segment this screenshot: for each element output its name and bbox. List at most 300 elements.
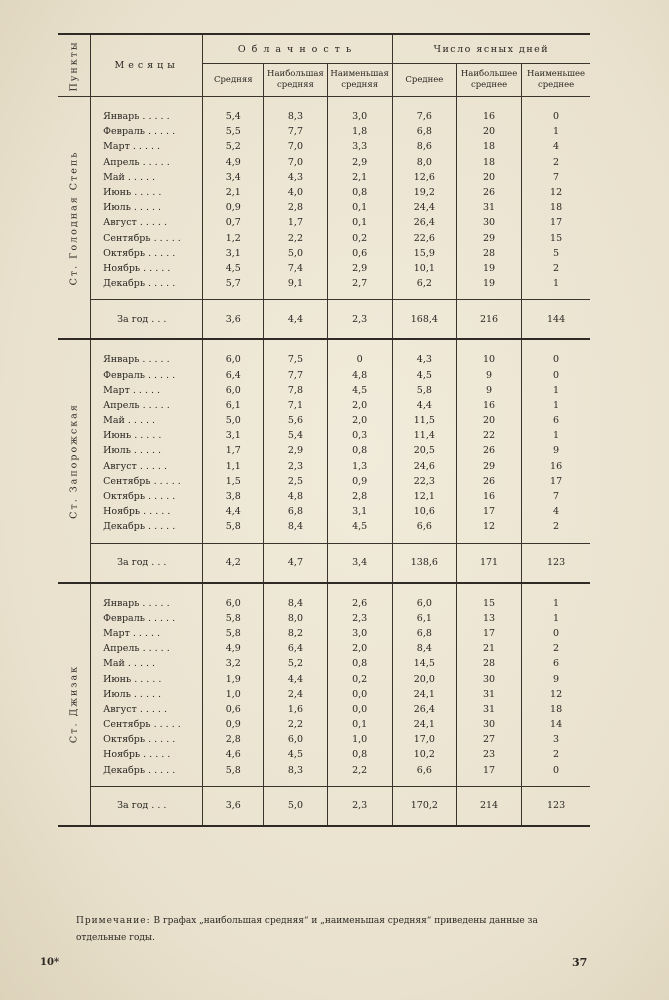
clear-min-value: 6 (522, 656, 590, 671)
clear-max-header: Наибольшее среднее (456, 64, 521, 97)
month-row (58, 489, 590, 504)
cloud-mean-value: 4,9 (203, 155, 264, 170)
clear-mean-value: 10,1 (392, 261, 456, 276)
cloud-max-value: 2,3 (264, 459, 327, 474)
clear-max-value: 31 (456, 200, 521, 215)
cloud-min-value: 0 (327, 352, 392, 367)
month-name-text: Август (103, 460, 137, 472)
clear-max-value: 16 (456, 109, 521, 124)
cloud-max-header: Наибольшая средняя (264, 64, 327, 97)
month-row (58, 702, 590, 717)
cloud-max-value: 6,4 (264, 641, 327, 656)
clear-max-value: 19 (456, 261, 521, 276)
clear-max-year-value: 216 (456, 300, 521, 340)
month-row (58, 687, 590, 702)
clear-max-value: 21 (456, 641, 521, 656)
month-row (58, 626, 590, 641)
cloud-mean-year-value: 3,6 (203, 300, 264, 340)
clear-max-value: 30 (456, 717, 521, 732)
clear-max-value: 17 (456, 763, 521, 778)
clear-max-value: 31 (456, 687, 521, 702)
cloud-mean-value: 1,9 (203, 671, 264, 686)
clear-mean-value: 7,6 (392, 109, 456, 124)
month-row (58, 671, 590, 686)
cloud-min-value: 2,8 (327, 489, 392, 504)
cloud-max-value: 6,8 (264, 504, 327, 519)
cloud-mean-value: 5,8 (203, 626, 264, 641)
cloud-max-value: 4,4 (264, 671, 327, 686)
clear-min-value: 4 (522, 504, 590, 519)
cloud-min-value: 2,3 (327, 611, 392, 626)
footnote-lead: Примечание: (76, 916, 151, 926)
cloud-max-value: 2,2 (264, 717, 327, 732)
cloud-mean-value: 6,0 (203, 596, 264, 611)
cloud-max-value: 4,0 (264, 185, 327, 200)
clear-max-value: 27 (456, 732, 521, 747)
month-row (58, 139, 590, 154)
month-row (58, 504, 590, 519)
cloud-mean-value: 5,5 (203, 124, 264, 139)
cloud-mean-value: 1,2 (203, 231, 264, 246)
year-label-text: За год (117, 800, 149, 812)
footnote-text: В графах „наибольшая средняя“ и „наименьшая средняя“ приведены данные за отдельные годы. (76, 916, 538, 943)
month-name-text: Сентябрь (103, 719, 151, 731)
clear-mean-value: 19,2 (392, 185, 456, 200)
clear-min-value: 12 (522, 185, 590, 200)
cloud-mean-value: 0,6 (203, 702, 264, 717)
clear-mean-value: 12,1 (392, 489, 456, 504)
month-label: Июнь . . . . . (91, 671, 203, 686)
clear-mean-value: 4,3 (392, 352, 456, 367)
month-label: Май . . . . . (91, 413, 203, 428)
cloud-min-value: 2,0 (327, 413, 392, 428)
clear-min-value: 17 (522, 215, 590, 230)
cloud-max-value: 4,3 (264, 170, 327, 185)
month-label: Март . . . . . (91, 383, 203, 398)
month-label: Октябрь . . . . . (91, 489, 203, 504)
month-name-text: Июль (103, 445, 131, 457)
page-number: 37 (572, 956, 588, 969)
clear-min-value: 9 (522, 671, 590, 686)
clear-mean-value: 6,8 (392, 124, 456, 139)
month-name-text: Март (103, 141, 130, 153)
month-label: Сентябрь . . . . . (91, 231, 203, 246)
cloud-min-value: 0,1 (327, 215, 392, 230)
month-row (58, 261, 590, 276)
cloud-min-value: 0,2 (327, 671, 392, 686)
cloud-min-value: 3,3 (327, 139, 392, 154)
month-row (58, 428, 590, 443)
clear-max-value: 9 (456, 383, 521, 398)
cloud-max-value: 8,4 (264, 596, 327, 611)
month-row (58, 732, 590, 747)
clear-min-year-value: 123 (522, 786, 590, 826)
cloud-min-value: 3,1 (327, 504, 392, 519)
clear-mean-value: 4,5 (392, 367, 456, 382)
month-name-text: Январь (103, 354, 140, 366)
cloud-mean-value: 6,0 (203, 383, 264, 398)
month-row (58, 109, 590, 124)
month-label: Ноябрь . . . . . (91, 747, 203, 762)
month-name-text: Июнь (103, 430, 132, 442)
cloud-max-value: 7,7 (264, 124, 327, 139)
month-name-text: Август (103, 217, 137, 229)
cloud-max-value: 4,5 (264, 747, 327, 762)
month-name-text: Май (103, 658, 125, 670)
clear-max-value: 20 (456, 413, 521, 428)
clear-mean-value: 6,6 (392, 763, 456, 778)
month-label: Февраль . . . . . (91, 124, 203, 139)
clear-mean-value: 6,0 (392, 596, 456, 611)
cloud-max-value: 2,4 (264, 687, 327, 702)
month-name-text: Май (103, 415, 125, 427)
cloud-max-value: 4,8 (264, 489, 327, 504)
year-label: За год . . . (91, 543, 203, 583)
cloud-mean-value: 5,0 (203, 413, 264, 428)
clear-max-value: 19 (456, 276, 521, 291)
month-row (58, 459, 590, 474)
cloud-min-value: 0,0 (327, 687, 392, 702)
cloud-mean-value: 2,8 (203, 732, 264, 747)
month-label: Август . . . . . (91, 459, 203, 474)
cloud-min-value: 0,1 (327, 200, 392, 215)
clear-mean-value: 12,6 (392, 170, 456, 185)
month-name-text: Август (103, 703, 137, 715)
cloud-min-value: 2,7 (327, 276, 392, 291)
month-name-text: Декабрь (103, 521, 146, 533)
cloud-max-year-value: 5,0 (264, 786, 327, 826)
cloud-min-value: 0,8 (327, 747, 392, 762)
clear-mean-value: 24,4 (392, 200, 456, 215)
cloud-max-value: 7,5 (264, 352, 327, 367)
month-row (58, 611, 590, 626)
cloud-mean-header: Средняя (203, 64, 264, 97)
cloud-mean-value: 3,1 (203, 428, 264, 443)
cloud-max-value: 2,5 (264, 474, 327, 489)
clear-mean-year-value: 138,6 (392, 543, 456, 583)
clear-max-value: 18 (456, 139, 521, 154)
month-row (58, 246, 590, 261)
cloud-mean-value: 5,2 (203, 139, 264, 154)
month-label: Сентябрь . . . . . (91, 474, 203, 489)
clear-mean-header: Среднее (392, 64, 456, 97)
cloud-max-year-value: 4,4 (264, 300, 327, 340)
cloud-min-value: 1,8 (327, 124, 392, 139)
clear-max-value: 30 (456, 671, 521, 686)
month-label: Июль . . . . . (91, 200, 203, 215)
month-label: Октябрь . . . . . (91, 732, 203, 747)
month-row (58, 717, 590, 732)
cloud-min-value: 2,0 (327, 398, 392, 413)
clear-max-value: 12 (456, 519, 521, 534)
month-row (58, 200, 590, 215)
month-row (58, 124, 590, 139)
cloud-max-value: 8,4 (264, 519, 327, 534)
clear-min-value: 1 (522, 124, 590, 139)
month-name-text: Ноябрь (103, 506, 141, 518)
clear-min-value: 1 (522, 398, 590, 413)
cloud-min-value: 1,3 (327, 459, 392, 474)
clear-max-value: 23 (456, 747, 521, 762)
clear-mean-value: 8,4 (392, 641, 456, 656)
clear-max-value: 29 (456, 459, 521, 474)
month-row (58, 763, 590, 778)
month-label: Май . . . . . (91, 170, 203, 185)
month-row (58, 170, 590, 185)
cloud-mean-value: 3,1 (203, 246, 264, 261)
month-label: Сентябрь . . . . . (91, 717, 203, 732)
cloud-mean-value: 1,0 (203, 687, 264, 702)
month-label: Февраль . . . . . (91, 611, 203, 626)
clear-max-value: 28 (456, 656, 521, 671)
clear-mean-year-value: 168,4 (392, 300, 456, 340)
month-name-text: Июнь (103, 187, 132, 199)
cloud-min-year-value: 3,4 (327, 543, 392, 583)
month-name-text: Декабрь (103, 764, 146, 776)
clear-mean-value: 6,1 (392, 611, 456, 626)
clear-max-value: 10 (456, 352, 521, 367)
points-header (58, 34, 91, 97)
month-row (58, 383, 590, 398)
clear-min-value: 1 (522, 596, 590, 611)
month-name-text: Апрель (103, 399, 140, 411)
cloud-min-value: 3,0 (327, 626, 392, 641)
clear-max-value: 20 (456, 170, 521, 185)
clear-min-value: 0 (522, 626, 590, 641)
month-label: Декабрь . . . . . (91, 763, 203, 778)
climate-table (58, 33, 590, 827)
year-total-row (58, 300, 590, 340)
month-row (58, 231, 590, 246)
month-name-text: Март (103, 627, 130, 639)
month-name-text: Январь (103, 111, 140, 123)
month-row (58, 413, 590, 428)
signature-mark: 10* (40, 957, 60, 968)
clear-mean-value: 24,6 (392, 459, 456, 474)
clear-mean-value: 8,6 (392, 139, 456, 154)
cloud-mean-value: 6,4 (203, 367, 264, 382)
cloud-max-value: 8,3 (264, 763, 327, 778)
clear-min-year-value: 144 (522, 300, 590, 340)
cloud-max-value: 7,0 (264, 139, 327, 154)
clear-min-value: 18 (522, 200, 590, 215)
cloud-max-value: 1,6 (264, 702, 327, 717)
clear-mean-value: 24,1 (392, 687, 456, 702)
clear-mean-value: 10,6 (392, 504, 456, 519)
clear-max-value: 20 (456, 124, 521, 139)
clear-days-header: Число ясных дней (392, 34, 590, 64)
cloud-min-value: 1,0 (327, 732, 392, 747)
month-name-text: Октябрь (103, 247, 146, 259)
month-name-text: Декабрь (103, 278, 146, 290)
clear-mean-value: 26,4 (392, 702, 456, 717)
station-name: Ст. Запорожская (68, 403, 80, 519)
clear-mean-value: 22,3 (392, 474, 456, 489)
cloud-mean-value: 1,1 (203, 459, 264, 474)
month-name-text: Февраль (103, 369, 145, 381)
clear-max-value: 13 (456, 611, 521, 626)
month-label: Январь . . . . . (91, 596, 203, 611)
cloud-mean-value: 2,1 (203, 185, 264, 200)
clear-mean-value: 14,5 (392, 656, 456, 671)
month-row (58, 215, 590, 230)
month-name-text: Май (103, 171, 125, 183)
month-row (58, 398, 590, 413)
cloudiness-header: Облачность (203, 34, 393, 64)
month-label: Июнь . . . . . (91, 428, 203, 443)
clear-mean-value: 20,5 (392, 443, 456, 458)
month-row (58, 474, 590, 489)
cloud-min-value: 2,6 (327, 596, 392, 611)
clear-max-value: 26 (456, 185, 521, 200)
month-label: Декабрь . . . . . (91, 276, 203, 291)
month-name-text: Июнь (103, 673, 132, 685)
cloud-min-value: 0,1 (327, 717, 392, 732)
month-name-text: Апрель (103, 156, 140, 168)
cloud-max-value: 8,0 (264, 611, 327, 626)
clear-min-value: 1 (522, 383, 590, 398)
clear-max-value: 30 (456, 215, 521, 230)
year-label: За год . . . (91, 786, 203, 826)
clear-mean-value: 8,0 (392, 155, 456, 170)
clear-min-value: 18 (522, 702, 590, 717)
cloud-max-value: 7,8 (264, 383, 327, 398)
cloud-mean-value: 3,8 (203, 489, 264, 504)
cloud-mean-value: 0,9 (203, 200, 264, 215)
cloud-mean-value: 5,7 (203, 276, 264, 291)
month-row (58, 641, 590, 656)
year-label-text: За год (117, 313, 149, 325)
clear-mean-value: 17,0 (392, 732, 456, 747)
clear-min-value: 0 (522, 109, 590, 124)
cloud-min-value: 0,2 (327, 231, 392, 246)
clear-mean-value: 6,6 (392, 519, 456, 534)
month-label: Январь . . . . . (91, 352, 203, 367)
clear-min-value: 0 (522, 367, 590, 382)
cloud-min-value: 0,0 (327, 702, 392, 717)
months-header: Месяцы (91, 34, 203, 97)
cloud-max-value: 5,2 (264, 656, 327, 671)
month-row (58, 367, 590, 382)
month-name-text: Март (103, 384, 130, 396)
cloud-mean-value: 5,8 (203, 611, 264, 626)
clear-mean-value: 11,5 (392, 413, 456, 428)
clear-max-year-value: 171 (456, 543, 521, 583)
cloud-mean-value: 3,4 (203, 170, 264, 185)
month-label: Июнь . . . . . (91, 185, 203, 200)
month-label: Июль . . . . . (91, 687, 203, 702)
month-label: Май . . . . . (91, 656, 203, 671)
month-name-text: Сентябрь (103, 232, 151, 244)
points-header-label: Пункты (68, 40, 80, 91)
station-name: Ст. Голодная Степь (68, 150, 80, 286)
cloud-mean-value: 6,1 (203, 398, 264, 413)
cloud-mean-value: 5,8 (203, 519, 264, 534)
clear-min-value: 3 (522, 732, 590, 747)
clear-max-value: 17 (456, 626, 521, 641)
clear-min-value: 9 (522, 443, 590, 458)
cloud-mean-value: 0,9 (203, 717, 264, 732)
clear-mean-value: 15,9 (392, 246, 456, 261)
cloud-min-value: 0,8 (327, 443, 392, 458)
month-row (58, 656, 590, 671)
cloud-max-value: 6,0 (264, 732, 327, 747)
month-label: Апрель . . . . . (91, 398, 203, 413)
cloud-mean-value: 5,4 (203, 109, 264, 124)
month-label: Январь . . . . . (91, 109, 203, 124)
cloud-min-header: Наименьшая средняя (327, 64, 392, 97)
clear-min-value: 2 (522, 641, 590, 656)
year-total-row (58, 543, 590, 583)
cloud-max-value: 5,0 (264, 246, 327, 261)
cloud-min-value: 2,9 (327, 155, 392, 170)
clear-mean-value: 6,2 (392, 276, 456, 291)
month-row (58, 519, 590, 534)
clear-mean-value: 4,4 (392, 398, 456, 413)
month-label: Август . . . . . (91, 702, 203, 717)
clear-min-year-value: 123 (522, 543, 590, 583)
month-row (58, 596, 590, 611)
clear-mean-value: 26,4 (392, 215, 456, 230)
cloud-min-value: 0,9 (327, 474, 392, 489)
month-label: Март . . . . . (91, 139, 203, 154)
clear-max-value: 16 (456, 398, 521, 413)
cloud-min-value: 2,0 (327, 641, 392, 656)
clear-max-value: 29 (456, 231, 521, 246)
clear-max-value: 28 (456, 246, 521, 261)
cloud-min-value: 0,3 (327, 428, 392, 443)
cloud-max-value: 7,7 (264, 367, 327, 382)
cloud-mean-year-value: 3,6 (203, 786, 264, 826)
month-row (58, 185, 590, 200)
month-label: Декабрь . . . . . (91, 519, 203, 534)
clear-min-value: 7 (522, 170, 590, 185)
cloud-min-year-value: 2,3 (327, 786, 392, 826)
month-label: Февраль . . . . . (91, 367, 203, 382)
cloud-mean-value: 4,4 (203, 504, 264, 519)
clear-min-value: 2 (522, 519, 590, 534)
cloud-min-value: 2,2 (327, 763, 392, 778)
clear-min-value: 7 (522, 489, 590, 504)
clear-min-header: Наименьшее среднее (522, 64, 590, 97)
month-row (58, 155, 590, 170)
table-body (58, 97, 590, 826)
clear-max-value: 26 (456, 474, 521, 489)
month-name-text: Октябрь (103, 734, 146, 746)
cloud-mean-value: 6,0 (203, 352, 264, 367)
station-name-cell (58, 339, 91, 582)
cloud-mean-value: 4,6 (203, 747, 264, 762)
clear-max-value: 17 (456, 504, 521, 519)
clear-min-value: 15 (522, 231, 590, 246)
clear-max-value: 31 (456, 702, 521, 717)
cloud-mean-value: 4,5 (203, 261, 264, 276)
cloud-max-value: 1,7 (264, 215, 327, 230)
clear-max-year-value: 214 (456, 786, 521, 826)
month-name-text: Февраль (103, 612, 145, 624)
cloud-mean-value: 1,5 (203, 474, 264, 489)
clear-min-value: 12 (522, 687, 590, 702)
month-name-text: Январь (103, 597, 140, 609)
clear-min-value: 4 (522, 139, 590, 154)
clear-min-value: 1 (522, 276, 590, 291)
month-label: Ноябрь . . . . . (91, 261, 203, 276)
cloud-max-value: 9,1 (264, 276, 327, 291)
month-name-text: Апрель (103, 643, 140, 655)
month-row (58, 352, 590, 367)
clear-mean-year-value: 170,2 (392, 786, 456, 826)
month-name-text: Июль (103, 688, 131, 700)
